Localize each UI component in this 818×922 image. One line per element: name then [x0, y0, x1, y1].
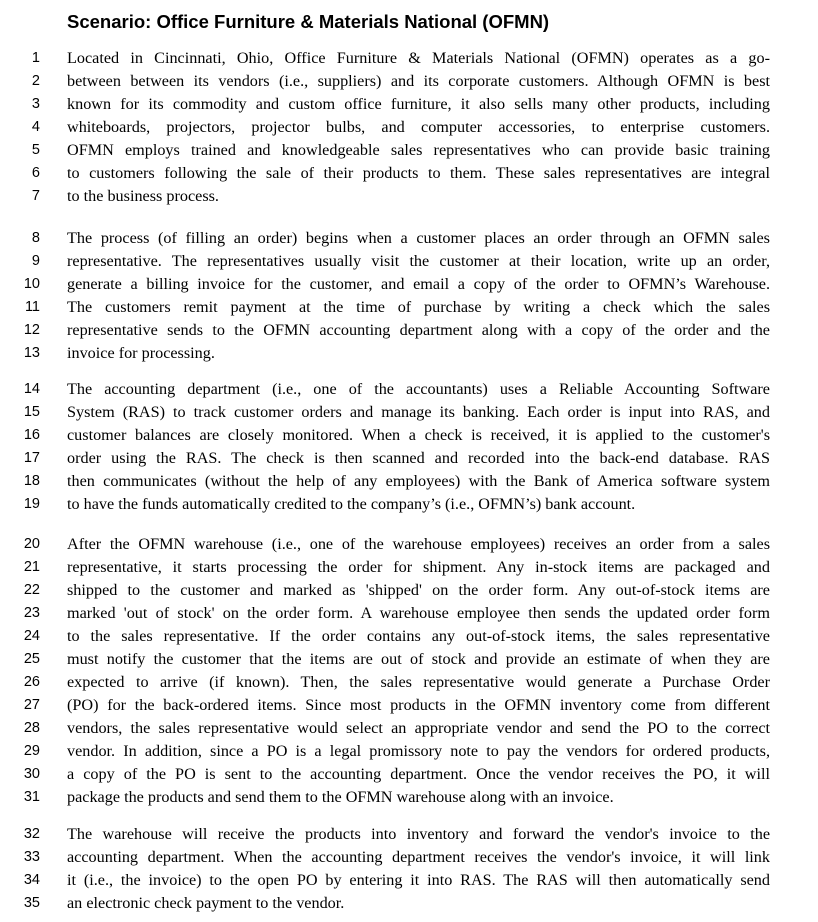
text-line: [0, 227, 818, 250]
line-text: accounting department. When the accounting department receives the vendor's invoice, it will link: [67, 848, 770, 866]
line-number: 2: [31, 73, 40, 89]
line-number: 8: [31, 230, 40, 246]
line-number: 28: [23, 720, 40, 736]
line-text: known for its commodity and custom office furniture, it also sells many other products, including: [67, 95, 770, 113]
line-text: customer balances are closely monitored. When a check is received, it is applied to the customer's: [67, 426, 770, 444]
line-number: 29: [23, 743, 40, 759]
line-text: an electronic check payment to the vendor.: [67, 894, 345, 912]
line-number: 26: [23, 674, 40, 690]
paragraph-4: [0, 533, 818, 809]
line-number: 6: [31, 165, 40, 181]
line-text: to the sales representative. If the order contains any out-of-stock items, the sales representative: [67, 627, 770, 645]
line-text: representative, it starts processing the order for shipment. Any in-stock items are packaged and: [67, 558, 770, 576]
text-line: [0, 470, 818, 493]
text-line: [0, 694, 818, 717]
text-line: [0, 93, 818, 116]
text-line: [0, 786, 818, 809]
line-number: 15: [23, 404, 40, 420]
line-number: 25: [23, 651, 40, 667]
line-number: 24: [23, 628, 40, 644]
line-text: package the products and send them to the OFMN warehouse along with an invoice.: [67, 788, 614, 806]
line-number: 13: [23, 345, 40, 361]
line-text: a copy of the PO is sent to the accounting department. Once the vendor receives the PO, it will: [67, 765, 770, 783]
text-line: [0, 556, 818, 579]
line-number: 9: [31, 253, 40, 269]
text-line: [0, 823, 818, 846]
line-text: The customers remit payment at the time of purchase by writing a check which the sales: [67, 298, 770, 316]
line-number: 5: [31, 142, 40, 158]
line-number: 14: [23, 381, 40, 397]
paragraph-1: [0, 47, 818, 208]
text-line: [0, 296, 818, 319]
line-text: representative. The representatives usually visit the customer at their location, write up an order,: [67, 252, 770, 270]
line-number: 19: [23, 496, 40, 512]
text-line: [0, 892, 818, 915]
paragraph-2: [0, 227, 818, 365]
line-text: shipped to the customer and marked as 'shipped' on the order form. Any out-of-stock items are: [67, 581, 770, 599]
text-line: [0, 579, 818, 602]
text-line: [0, 740, 818, 763]
text-line: [0, 378, 818, 401]
text-line: [0, 47, 818, 70]
line-number: 21: [23, 559, 40, 575]
text-line: [0, 70, 818, 93]
line-text: The warehouse will receive the products into inventory and forward the vendor's invoice to the: [67, 825, 770, 843]
text-line: [0, 162, 818, 185]
text-line: [0, 273, 818, 296]
line-text: must notify the customer that the items are out of stock and provide an estimate of when they are: [67, 650, 770, 668]
text-line: [0, 602, 818, 625]
line-text: whiteboards, projectors, projector bulbs, and computer accessories, to enterprise customers.: [67, 118, 770, 136]
text-line: [0, 139, 818, 162]
line-text: expected to arrive (if known). Then, the sales representative would generate a Purchase Order: [67, 673, 770, 691]
text-line: [0, 671, 818, 694]
text-line: [0, 250, 818, 273]
text-line: [0, 717, 818, 740]
line-number: 4: [31, 119, 40, 135]
text-line: [0, 401, 818, 424]
line-text: vendors, the sales representative would select an appropriate vendor and send the PO to the correct: [67, 719, 770, 737]
text-line: [0, 424, 818, 447]
text-line: [0, 533, 818, 556]
line-text: invoice for processing.: [67, 344, 215, 362]
line-number: 27: [23, 697, 40, 713]
line-number: 20: [23, 536, 40, 552]
line-number: 30: [23, 766, 40, 782]
text-line: [0, 319, 818, 342]
line-text: to have the funds automatically credited to the company’s (i.e., OFMN’s) bank account.: [67, 495, 636, 513]
line-number: 33: [23, 849, 40, 865]
text-line: [0, 185, 818, 208]
line-text: vendor. In addition, since a PO is a legal promissory note to pay the vendors for ordered products,: [67, 742, 770, 760]
line-text: representative sends to the OFMN accounting department along with a copy of the order and the: [67, 321, 770, 339]
paragraph-5: [0, 823, 818, 915]
page-title: Scenario: Office Furniture & Materials National (OFMN): [67, 11, 550, 32]
line-number: 22: [23, 582, 40, 598]
line-text: then communicates (without the help of any employees) with the Bank of America software system: [67, 472, 770, 490]
text-line: [0, 116, 818, 139]
line-number: 31: [23, 789, 40, 805]
line-number: 17: [23, 450, 40, 466]
line-number: 11: [24, 299, 40, 315]
line-text: it (i.e., the invoice) to the open PO by entering it into RAS. The RAS will then automatically send: [67, 871, 770, 889]
line-number: 1: [31, 50, 40, 66]
line-text: order using the RAS. The check is then scanned and recorded into the back-end database. RAS: [67, 449, 770, 467]
text-line: [0, 493, 818, 516]
text-line: [0, 648, 818, 671]
text-line: [0, 763, 818, 786]
line-number: 18: [23, 473, 40, 489]
line-text: The accounting department (i.e., one of the accountants) uses a Reliable Accounting Software: [67, 380, 770, 398]
line-text: between between its vendors (i.e., suppliers) and its corporate customers. Although OFMN is best: [67, 72, 770, 90]
line-text: Located in Cincinnati, Ohio, Office Furniture & Materials National (OFMN) operates as a go-: [67, 49, 770, 67]
line-number: 3: [31, 96, 40, 112]
line-text: System (RAS) to track customer orders and manage its banking. Each order is input into RAS, and: [67, 403, 770, 421]
line-number: 23: [23, 605, 40, 621]
line-text: (PO) for the back-ordered items. Since most products in the OFMN inventory come from different: [67, 696, 770, 714]
text-line: [0, 447, 818, 470]
text-line: [0, 625, 818, 648]
text-line: [0, 846, 818, 869]
line-number: 32: [23, 826, 40, 842]
line-text: The process (of filling an order) begins when a customer places an order through an OFMN sales: [67, 229, 770, 247]
line-number: 7: [31, 188, 40, 204]
line-number: 35: [23, 895, 40, 911]
line-number: 34: [23, 872, 40, 888]
text-line: [0, 869, 818, 892]
line-text: generate a billing invoice for the customer, and email a copy of the order to OFMN’s Warehouse.: [67, 275, 770, 293]
line-number: 10: [23, 276, 40, 292]
line-number: 12: [23, 322, 40, 338]
text-line: [0, 342, 818, 365]
line-text: After the OFMN warehouse (i.e., one of the warehouse employees) receives an order from a sales: [67, 535, 770, 553]
line-number: 16: [23, 427, 40, 443]
line-text: to the business process.: [67, 187, 219, 205]
paragraph-3: [0, 378, 818, 516]
line-text: to customers following the sale of their products to them. These sales representatives are integral: [67, 164, 770, 182]
line-text: marked 'out of stock' on the order form. A warehouse employee then sends the updated order form: [67, 604, 770, 622]
line-text: OFMN employs trained and knowledgeable sales representatives who can provide basic training: [67, 141, 770, 159]
